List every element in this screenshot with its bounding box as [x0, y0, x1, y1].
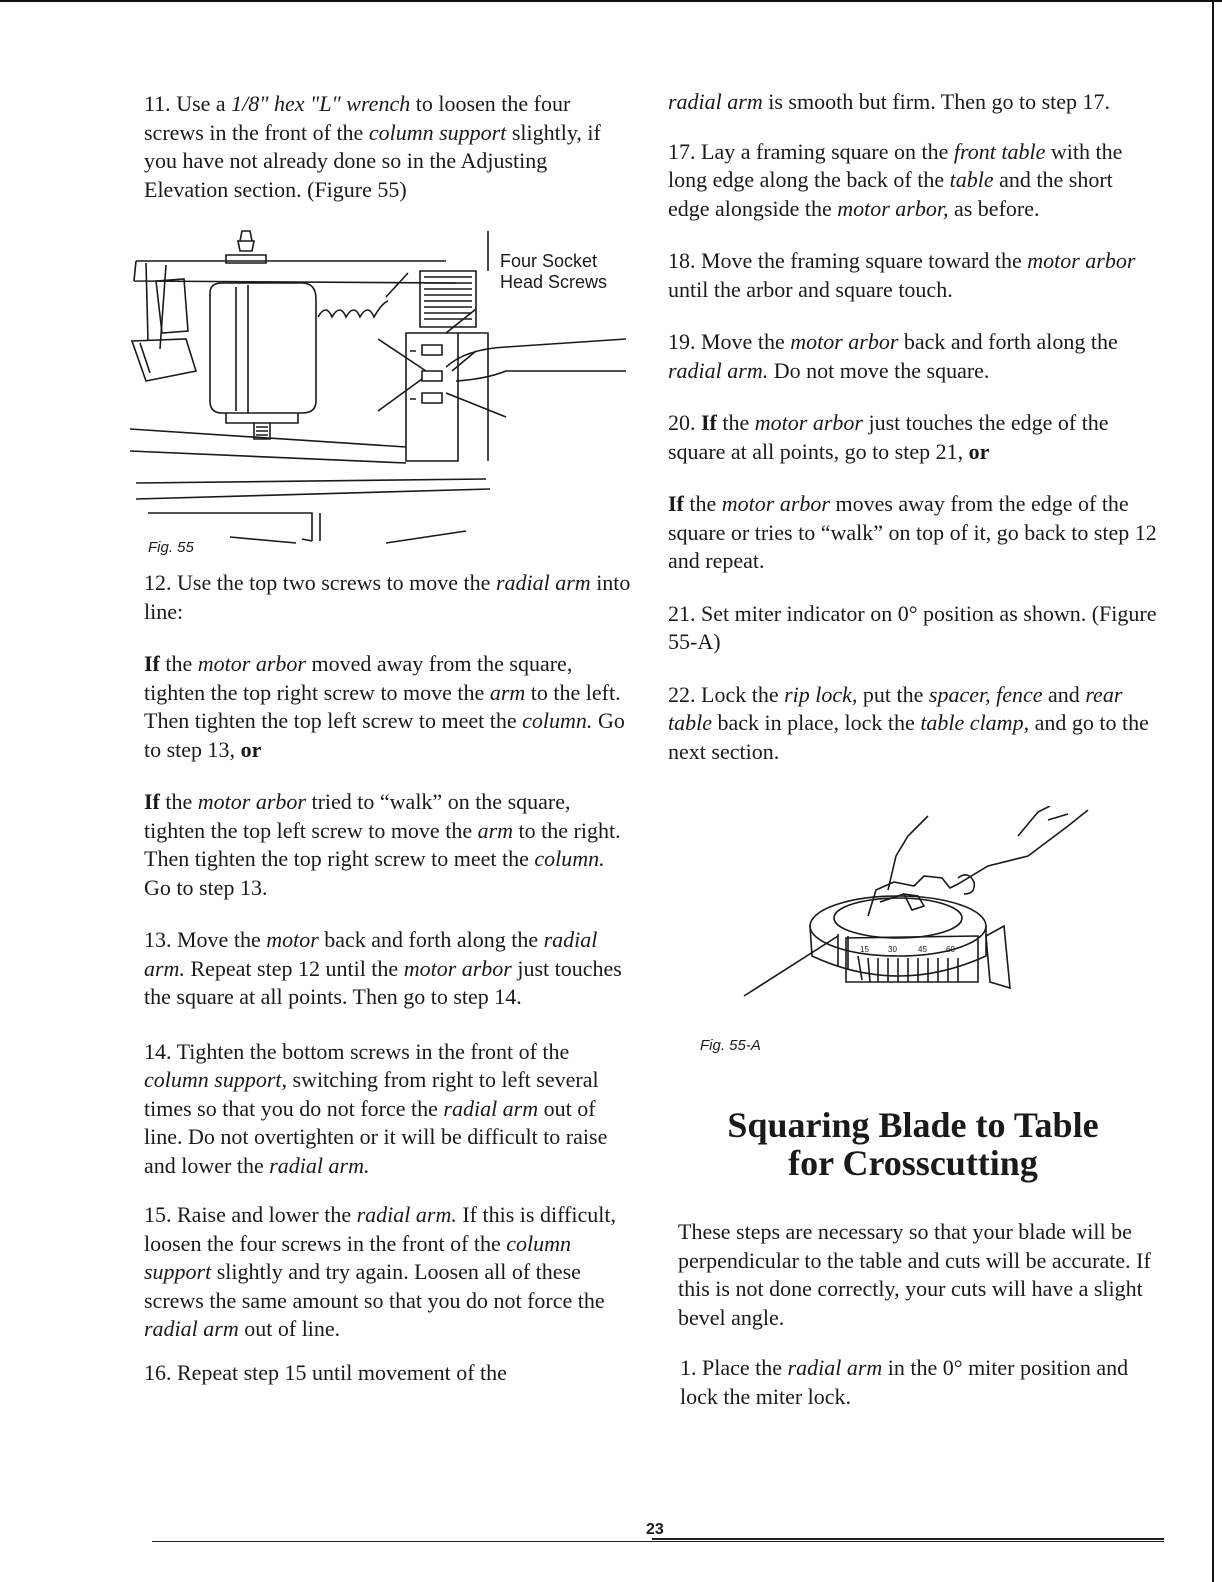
- section-title: [668, 1106, 1158, 1182]
- callout-four-socket: Four Socket Head Screws: [500, 251, 608, 292]
- step-12-if-walk: If the motor arbor tried to “walk” on the square, tighten the top left screw to move the arm to the right. Then tighten the top right screw to meet the column. Go to step 13.: [144, 789, 621, 900]
- miter-dial-illustration: [728, 806, 1168, 1016]
- figure-55a: [668, 806, 1158, 1066]
- step-12-if-away: If the motor arbor moved away from the square, tighten the top right screw to move the arm to the left. Then tighten the top left screw to meet the column. Go to step 13, or: [144, 651, 625, 762]
- right-border-line: [1212, 0, 1214, 1582]
- step-12: 12. Use the top two screws to move the radial arm into line:: [144, 570, 631, 624]
- step-21: 21. Set miter indicator on 0° position as shown. (Figure 55-A): [668, 600, 1157, 654]
- section-title-line-2: for Crosscutting: [788, 1143, 1038, 1183]
- step-20-if-away: If the motor arbor moves away from the edge of the square or tries to “walk” on top of it, go back to step 12 and repeat.: [668, 491, 1157, 573]
- step-14: 14. Tighten the bottom screws in the front of the column support, switching from right to left several times so that you do not force the radial arm out of line. Do not overtighten or it will be difficult to raise and lower the radial arm.: [144, 1038, 608, 1178]
- step-20: 20. If the motor arbor just touches the edge of the square at all points, go to step 21, or: [668, 410, 1109, 464]
- dial-mark-60: 60: [946, 945, 955, 954]
- step-16: 16. Repeat step 15 until movement of the: [144, 1359, 507, 1385]
- step-15: 15. Raise and lower the radial arm. If this is difficult, loosen the four screws in the front of the column support slightly and try again. Loosen all of these screws the same amount so that you do not force the radial arm out of line.: [144, 1202, 616, 1341]
- step-11: 11. Use a 1/8" hex "L" wrench to loosen the four screws in the front of the column support slightly, if you have not already done so in the Adjusting Elevation section. (Figure 55): [144, 91, 601, 202]
- top-border-line: [0, 0, 1222, 2]
- page-number: 23: [646, 1521, 664, 1538]
- figure-55a-caption: Fig. 55-A: [700, 1037, 761, 1054]
- step-22: 22. Lock the rip lock, put the spacer, fence and rear table back in place, lock the table clamp, and go to the next section.: [668, 681, 1149, 764]
- figure-55-caption: Fig. 55: [148, 539, 194, 556]
- right-column: [668, 88, 1158, 1432]
- step-13: 13. Move the motor back and forth along the radial arm. Repeat step 12 until the motor arbor just touches the square at all points. Then go to step 14.: [144, 927, 622, 1009]
- section-intro: These steps are necessary so that your blade will be perpendicular to the table and cuts will be accurate. If this is not done correctly, your cuts will have a slight bevel angle.: [678, 1219, 1151, 1330]
- step-18: 18. Move the framing square toward the motor arbor until the arbor and square touch.: [668, 248, 1136, 302]
- step-19: 19. Move the motor arbor back and forth along the radial arm. Do not move the square.: [668, 329, 1118, 383]
- step-17: 17. Lay a framing square on the front table with the long edge along the back of the table and the short edge alongside the motor arbor, as before.: [668, 138, 1123, 221]
- left-column: [144, 90, 634, 1408]
- dial-mark-45: 45: [918, 945, 927, 954]
- section-title-line-1: Squaring Blade to Table: [727, 1105, 1099, 1145]
- dial-mark-30: 30: [888, 945, 897, 954]
- step-16-continued: radial arm is smooth but firm. Then go to step 17.: [668, 89, 1111, 114]
- footer-rule-bold: [652, 1538, 1164, 1540]
- section-step-1: 1. Place the radial arm in the 0° miter position and lock the miter lock.: [680, 1355, 1129, 1409]
- figure-55: [126, 221, 616, 559]
- footer-rule: [152, 1541, 1164, 1542]
- dial-mark-15: 15: [860, 945, 869, 954]
